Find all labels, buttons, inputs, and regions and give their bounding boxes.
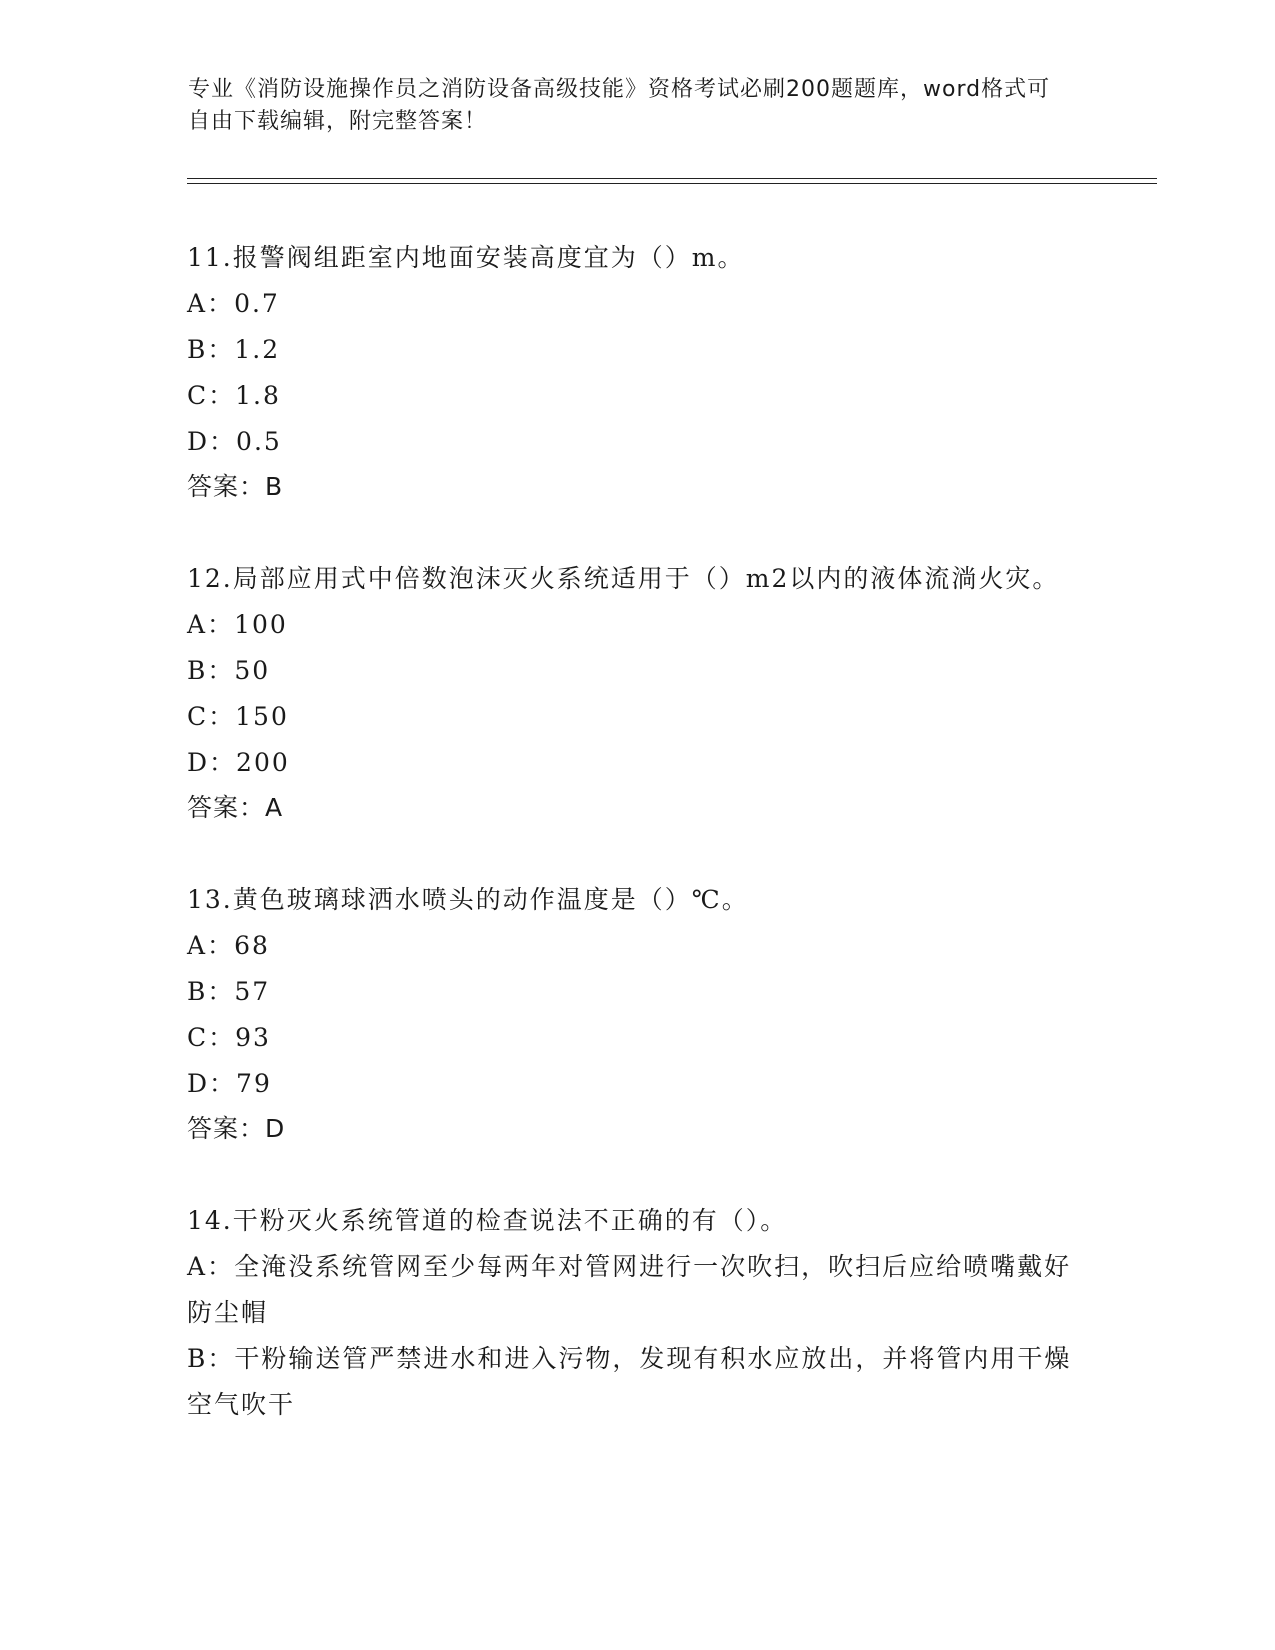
option-letter: C： bbox=[187, 381, 236, 410]
option-text: 93 bbox=[235, 1023, 271, 1052]
option-text: 全淹没系统管网至少每两年对管网进行一次吹扫，吹扫后应给喷嘴戴好防尘帽 bbox=[187, 1252, 1072, 1327]
option-c bbox=[187, 694, 1087, 740]
option-text: 0.7 bbox=[234, 289, 280, 318]
option-letter: D： bbox=[187, 427, 237, 456]
option-text: 150 bbox=[235, 702, 289, 731]
option-letter: B： bbox=[187, 335, 235, 364]
option-c bbox=[187, 373, 1087, 419]
option-a bbox=[187, 602, 1087, 648]
option-b bbox=[187, 969, 1087, 1015]
answer: 答案：B bbox=[187, 472, 284, 501]
option-letter: A： bbox=[187, 1252, 235, 1281]
document-header bbox=[188, 74, 1068, 138]
option-text: 1.2 bbox=[234, 335, 281, 364]
question-14 bbox=[187, 1198, 1087, 1428]
option-text: 干粉输送管严禁进水和进入污物，发现有积水应放出，并将管内用干燥空气吹干 bbox=[187, 1344, 1072, 1419]
question-stem: 14.干粉灭火系统管道的检查说法不正确的有（）。 bbox=[187, 1206, 788, 1235]
answer: 答案：D bbox=[187, 1114, 286, 1143]
option-a bbox=[187, 281, 1087, 327]
option-a bbox=[187, 1244, 1087, 1336]
option-letter: D： bbox=[187, 748, 237, 777]
question-list bbox=[187, 235, 1087, 1475]
option-text: 1.8 bbox=[235, 381, 281, 410]
option-text: 200 bbox=[236, 748, 290, 777]
option-text: 79 bbox=[236, 1069, 272, 1098]
option-letter: C： bbox=[187, 1023, 236, 1052]
option-text: 100 bbox=[234, 610, 288, 639]
option-d bbox=[187, 419, 1087, 465]
option-letter: B： bbox=[187, 1344, 235, 1373]
option-letter: D： bbox=[187, 1069, 237, 1098]
option-letter: A： bbox=[187, 610, 235, 639]
option-letter: A： bbox=[187, 931, 235, 960]
header-divider-second bbox=[187, 183, 1157, 184]
option-letter: C： bbox=[187, 702, 236, 731]
option-letter: B： bbox=[187, 977, 235, 1006]
option-letter: A： bbox=[187, 289, 235, 318]
answer: 答案：A bbox=[187, 793, 284, 822]
option-b bbox=[187, 1336, 1087, 1428]
option-letter: B： bbox=[187, 656, 235, 685]
question-stem: 12.局部应用式中倍数泡沫灭火系统适用于（）m2以内的液体流淌火灾。 bbox=[187, 564, 1060, 593]
question-stem: 11.报警阀组距室内地面安装高度宜为（）m。 bbox=[187, 243, 745, 272]
header-title: 专业《消防设施操作员之消防设备高级技能》资格考试必刷200题题库，word格式可自由下载编辑，附完整答案！ bbox=[188, 77, 1051, 134]
option-text: 68 bbox=[234, 931, 270, 960]
question-13 bbox=[187, 877, 1087, 1151]
option-c bbox=[187, 1015, 1087, 1061]
question-stem: 13.黄色玻璃球洒水喷头的动作温度是（）℃。 bbox=[187, 885, 749, 914]
option-b bbox=[187, 327, 1087, 373]
option-d bbox=[187, 740, 1087, 786]
header-divider bbox=[187, 178, 1157, 179]
option-b bbox=[187, 648, 1087, 694]
option-text: 50 bbox=[234, 656, 271, 685]
question-11 bbox=[187, 235, 1087, 509]
option-d bbox=[187, 1061, 1087, 1107]
option-a bbox=[187, 923, 1087, 969]
option-text: 0.5 bbox=[236, 427, 282, 456]
option-text: 57 bbox=[234, 977, 271, 1006]
question-12 bbox=[187, 556, 1087, 830]
